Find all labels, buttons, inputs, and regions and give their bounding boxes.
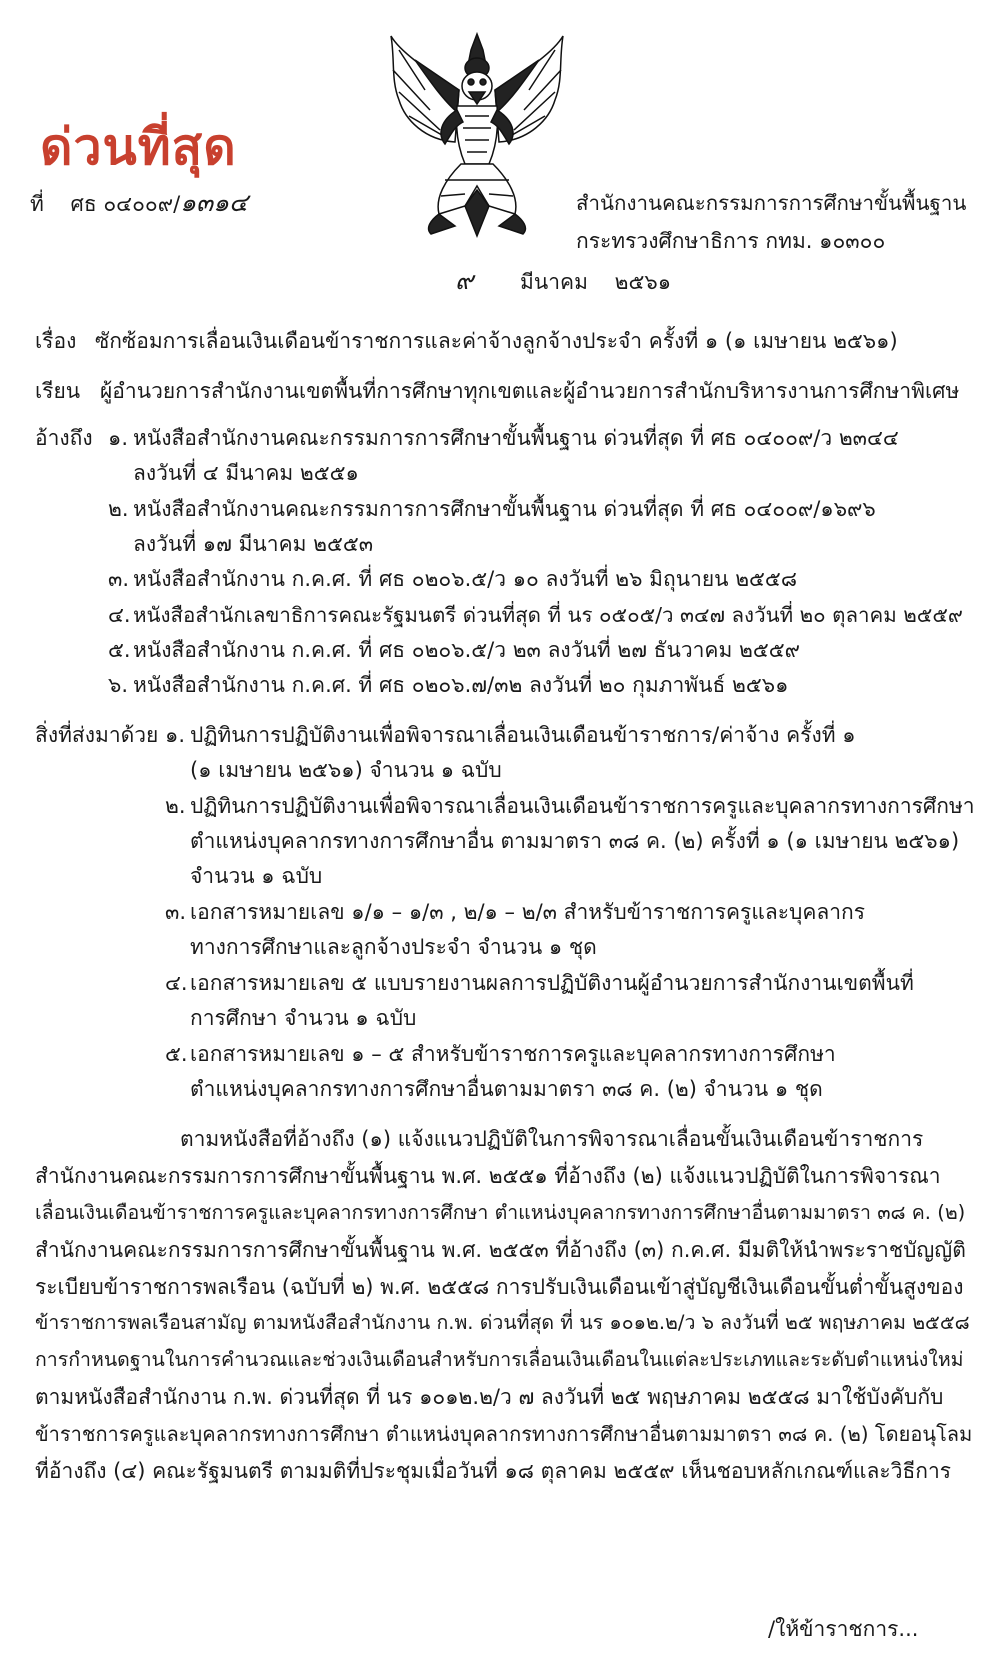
date-line: [455, 268, 671, 295]
enclosure-line: เอกสารหมายเลข ๑ – ๕ สำหรับข้าราชการครูและบุคลากรทางการศึกษา: [190, 1042, 836, 1066]
enclosure-line: เอกสารหมายเลข ๑/๑ – ๑/๓ , ๒/๑ – ๒/๓ สำหรับข้าราชการครูและบุคลากร: [190, 900, 866, 924]
enclosure-line: การศึกษา จำนวน ๑ ฉบับ: [190, 1006, 417, 1030]
urgent-stamp: ด่วนที่สุด: [40, 118, 237, 176]
to-text: ผู้อำนวยการสำนักงานเขตพื้นที่การศึกษาทุกเขตและผู้อำนวยการสำนักบริหารงานการศึกษาพิเศษ: [100, 379, 960, 403]
reference-line: หนังสือสำนักงาน ก.ค.ศ. ที่ ศธ ๐๒๐๖.๕/ว ๑๐ ลงวันที่ ๒๖ มิถุนายน ๒๕๕๘: [133, 567, 798, 591]
enclosure-line: ตำแหน่งบุคลากรทางการศึกษาอื่น ตามมาตรา ๓๘ ค. (๒) ครั้งที่ ๑ (๑ เมษายน ๒๕๖๑): [190, 829, 960, 853]
body-line: ข้าราชการครูและบุคลากรทางการศึกษา ตำแหน่งบุคลากรทางการศึกษาอื่นตามมาตรา ๓๘ ค. (๒) โดยอนุโลม: [35, 1422, 973, 1446]
to-label: เรียน: [35, 379, 81, 403]
reference-num: ๕.: [108, 638, 131, 662]
doc-number: [30, 190, 248, 217]
body-line: สำนักงานคณะกรรมการการศึกษาขั้นพื้นฐาน พ.ศ. ๒๕๕๑ ที่อ้างถึง (๒) แจ้งแนวปฏิบัติในการพิจารณา: [35, 1164, 941, 1188]
continuation-note: /ให้ข้าราชการ...: [768, 1617, 919, 1641]
reference-num: ๒.: [108, 497, 129, 521]
date-year: ๒๕๖๑: [614, 270, 672, 294]
reference-num: ๑.: [108, 426, 129, 450]
enclosure-line: ปฏิทินการปฏิบัติงานเพื่อพิจารณาเลื่อนเงินเดือนข้าราชการครูและบุคลากรทางการศึกษา: [190, 794, 975, 818]
doc-number-code: ศธ ๐๔๐๐๙/: [70, 192, 181, 216]
reference-line: หนังสือสำนักงาน ก.ค.ศ. ที่ ศธ ๐๒๐๖.๗/๓๒ ลงวันที่ ๒๐ กุมภาพันธ์ ๒๕๖๑: [133, 673, 789, 697]
reference-line: ลงวันที่ ๔ มีนาคม ๒๕๕๑: [133, 461, 359, 485]
reference-num: ๖.: [108, 673, 129, 697]
doc-number-prefix: ที่: [30, 192, 44, 216]
references-label: อ้างถึง: [35, 426, 93, 450]
body-line: เลื่อนเงินเดือนข้าราชการครูและบุคลากรทางการศึกษา ตำแหน่งบุคลากรทางการศึกษาอื่นตามมาตรา ๓๘ ค. (๒): [35, 1201, 966, 1224]
date-month: มีนาคม: [520, 270, 588, 294]
reference-line: หนังสือสำนักงานคณะกรรมการการศึกษาขั้นพื้นฐาน ด่วนที่สุด ที่ ศธ ๐๔๐๐๙/ว ๒๓๔๔: [133, 426, 899, 450]
body-line: ที่อ้างถึง (๔) คณะรัฐมนตรี ตามมติที่ประชุมเมื่อวันที่ ๑๘ ตุลาคม ๒๕๕๙ เห็นชอบหลักเกณฑ์และวิธีการ: [35, 1459, 952, 1483]
garuda-emblem: [385, 30, 570, 240]
enclosure-num: ๔.: [165, 971, 188, 995]
issuer-line-2: กระทรวงศึกษาธิการ กทม. ๑๐๓๐๐: [576, 229, 886, 253]
enclosure-num: ๕.: [165, 1042, 188, 1066]
subject-text: ซักซ้อมการเลื่อนเงินเดือนข้าราชการและค่าจ้างลูกจ้างประจำ ครั้งที่ ๑ (๑ เมษายน ๒๕๖๑): [95, 329, 898, 353]
issuer-line-1: สำนักงานคณะกรรมการการศึกษาขั้นพื้นฐาน: [576, 191, 967, 215]
reference-line: ลงวันที่ ๑๗ มีนาคม ๒๕๕๓: [133, 532, 374, 556]
reference-line: หนังสือสำนักงานคณะกรรมการการศึกษาขั้นพื้นฐาน ด่วนที่สุด ที่ ศธ ๐๔๐๐๙/๑๖๙๖: [133, 497, 876, 521]
doc-number-handwritten: ๑๓๑๔: [180, 188, 248, 217]
body-line: ระเบียบข้าราชการพลเรือน (ฉบับที่ ๒) พ.ศ. ๒๕๕๘ การปรับเงินเดือนเข้าสู่บัญชีเงินเดือนขั้นต่ำขั้นสูงของ: [35, 1275, 964, 1299]
body-line: ตามหนังสือที่อ้างถึง (๑) แจ้งแนวปฏิบัติในการพิจารณาเลื่อนขั้นเงินเดือนข้าราชการ: [180, 1127, 924, 1151]
enclosure-line: ทางการศึกษาและลูกจ้างประจำ จำนวน ๑ ชุด: [190, 935, 597, 959]
reference-line: หนังสือสำนักเลขาธิการคณะรัฐมนตรี ด่วนที่สุด ที่ นร ๐๕๐๕/ว ๓๔๗ ลงวันที่ ๒๐ ตุลาคม ๒๕๕๙: [133, 603, 963, 627]
enclosure-num: ๓.: [165, 900, 187, 924]
body-line: การกำหนดฐานในการคำนวณและช่วงเงินเดือนสำหรับการเลื่อนเงินเดือนในแต่ละประเภทและระดับตำแหน่งใหม่: [35, 1348, 964, 1371]
enclosure-line: (๑ เมษายน ๒๕๖๑) จำนวน ๑ ฉบับ: [190, 758, 502, 782]
enclosure-num: ๑.: [165, 723, 186, 747]
enclosure-line: ปฏิทินการปฏิบัติงานเพื่อพิจารณาเลื่อนเงินเดือนข้าราชการ/ค่าจ้าง ครั้งที่ ๑: [190, 723, 856, 747]
reference-num: ๔.: [108, 603, 131, 627]
enclosure-num: ๒.: [165, 794, 186, 818]
body-line: ข้าราชการพลเรือนสามัญ ตามหนังสือสำนักงาน ก.พ. ด่วนที่สุด ที่ นร ๑๐๑๒.๒/ว ๖ ลงวันที่ ๒๕ พฤษภาคม ๒๕๕๘: [35, 1311, 970, 1334]
date-day-handwritten: ๙: [455, 266, 474, 295]
reference-line: หนังสือสำนักงาน ก.ค.ศ. ที่ ศธ ๐๒๐๖.๕/ว ๒๓ ลงวันที่ ๒๗ ธันวาคม ๒๕๕๙: [133, 638, 800, 662]
enclosure-line: เอกสารหมายเลข ๕ แบบรายงานผลการปฏิบัติงานผู้อำนวยการสำนักงานเขตพื้นที่: [190, 971, 914, 995]
body-line: สำนักงานคณะกรรมการการศึกษาขั้นพื้นฐาน พ.ศ. ๒๕๕๓ ที่อ้างถึง (๓) ก.ค.ศ. มีมติให้นำพระราชบัญญัติ: [35, 1238, 966, 1262]
enclosure-line: จำนวน ๑ ฉบับ: [190, 864, 323, 888]
body-line: ตามหนังสือสำนักงาน ก.พ. ด่วนที่สุด ที่ นร ๑๐๑๒.๒/ว ๗ ลงวันที่ ๒๕ พฤษภาคม ๒๕๕๘ มาใช้บังคับกับ: [35, 1385, 944, 1409]
enclosures-label: สิ่งที่ส่งมาด้วย: [35, 723, 159, 747]
reference-num: ๓.: [108, 567, 130, 591]
subject-label: เรื่อง: [35, 329, 77, 353]
enclosure-line: ตำแหน่งบุคลากรทางการศึกษาอื่นตามมาตรา ๓๘ ค. (๒) จำนวน ๑ ชุด: [190, 1077, 823, 1101]
